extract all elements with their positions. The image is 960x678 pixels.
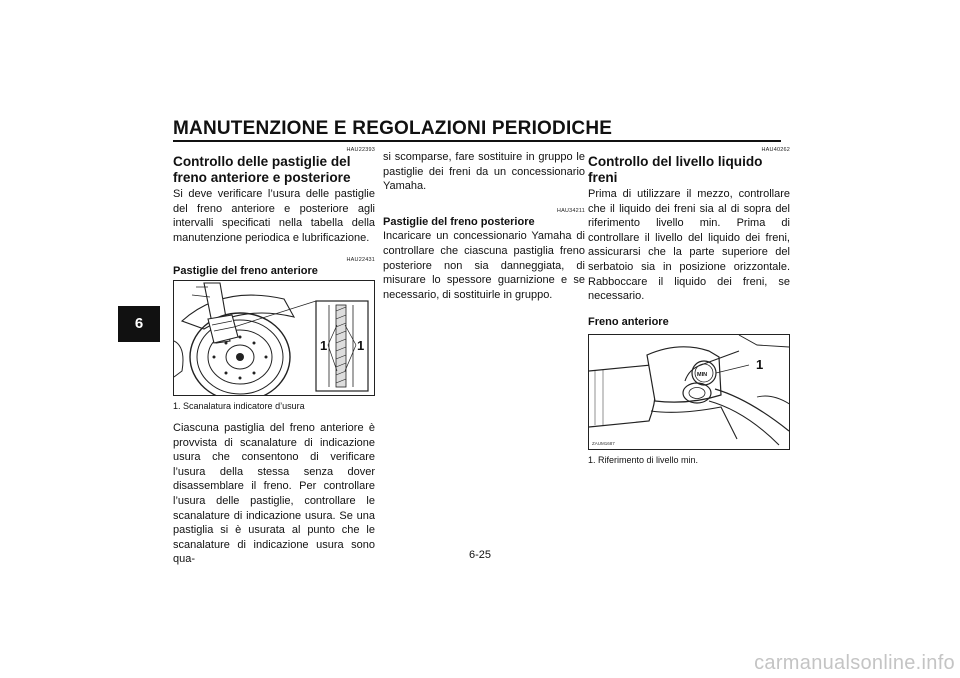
header-rule	[173, 140, 781, 142]
body-paragraph: Ciascuna pastiglia del freno anteriore è provvista di scanalature di indicazione usura che consentono di verificare l’usura della stessa senza dover disassemblare il freno. Per controllare l’usura delle pastiglie, controllare le scanalature di indicazione usura. Se una pastiglia si è usurata al punto che le scanalature di indicazione usura sono qua-	[173, 421, 375, 566]
figure-callout: 1	[756, 357, 764, 373]
figure-caption: 1. Scanalatura indicatore d’usura	[173, 400, 305, 411]
middle-column	[383, 150, 585, 302]
section-ref-code: HAU22393	[346, 147, 375, 153]
subsection-heading: Pastiglie del freno posteriore	[383, 215, 535, 228]
section-ref-code: HAU40262	[761, 147, 790, 153]
figure-callout-left: 1	[320, 337, 328, 353]
site-watermark: carmanualsonline.info	[754, 652, 955, 674]
section-paragraph: Prima di utilizzare il mezzo, controllare che il liquido dei freni sia al di sopra del riferimento livello min. Prima di controllare il livello del liquido dei freni, assicurarsi che la parte superiore del serbatoio sia in posizione orizzontale. Rabboccare il liquido dei freni, se necessario.	[588, 188, 790, 303]
section-heading: Controllo del livello liquido freni	[588, 154, 763, 185]
page-number: 6-25	[468, 549, 492, 561]
brake-fluid-reservoir-figure	[588, 334, 790, 450]
min-level-mark: MIN	[697, 372, 708, 379]
page-header-title: MANUTENZIONE E REGOLAZIONI PERIODICHE	[173, 118, 613, 139]
front-brake-illustration	[174, 281, 375, 396]
subsection-heading: Freno anteriore	[588, 315, 669, 328]
front-brake-pad-figure	[173, 280, 375, 396]
subsection-heading: Pastiglie del freno anteriore	[173, 265, 318, 278]
right-column	[588, 146, 790, 466]
subsection-ref-code: HAU34211	[556, 207, 585, 214]
figure-callout-right: 1	[357, 337, 365, 353]
reservoir-illustration	[589, 335, 790, 450]
body-paragraph: Incaricare un concessionario Yamaha di controllare che ciascuna pastiglia freno posteriore non sia danneggiata, di misurare lo spessore guarnizione e se necessario, di sostituirle in gruppo.	[383, 230, 585, 301]
figure-caption: 1. Riferimento di livello min.	[588, 455, 699, 466]
continued-paragraph: si scomparse, fare sostituire in gruppo le pastiglie dei freni da un concessionario Yamaha.	[383, 151, 585, 193]
section-heading: Controllo delle pastiglie del freno anteriore e posteriore	[173, 154, 351, 185]
chapter-tab[interactable]: 6	[118, 306, 160, 342]
section-paragraph: Si deve verificare l’usura delle pastiglie del freno anteriore e posteriore agli intervalli specificati nella tabella della manutenzione periodica e lubrificazione.	[173, 188, 375, 244]
figure-code: ZAUM1687	[592, 441, 615, 447]
subsection-ref-code: HAU22431	[346, 257, 375, 264]
left-column	[173, 146, 375, 567]
